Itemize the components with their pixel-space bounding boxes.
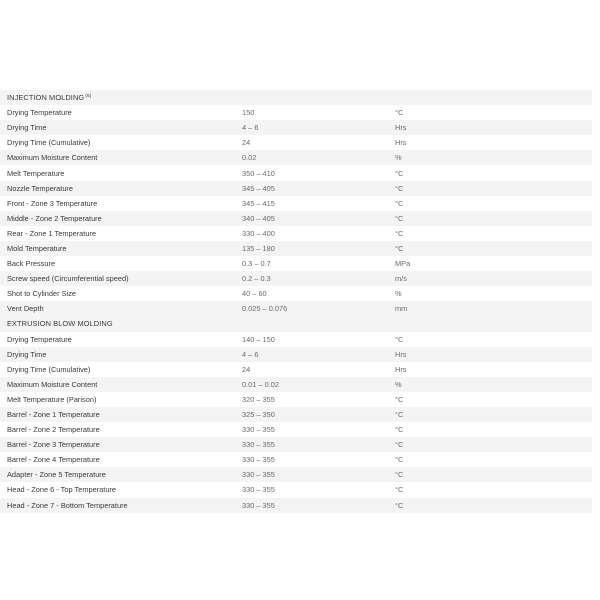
property-unit: %	[395, 153, 402, 163]
property-unit: Hrs	[395, 138, 407, 148]
property-name: Nozzle Temperature	[7, 183, 73, 193]
property-value: 345 – 405	[242, 183, 275, 193]
property-unit: °C	[395, 228, 404, 238]
table-row	[0, 467, 592, 482]
property-unit: Hrs	[395, 123, 407, 133]
table-row	[0, 332, 592, 347]
property-unit: MPa	[395, 259, 411, 269]
table-row	[0, 407, 592, 422]
property-value: 330 – 355	[242, 485, 275, 495]
property-value: 325 – 350	[242, 410, 275, 420]
property-name: Adapter - Zone 5 Temperature	[7, 470, 106, 480]
property-name: Rear - Zone 1 Temperature	[7, 228, 97, 238]
table-row	[0, 181, 592, 196]
table-row	[0, 105, 592, 120]
property-value: 330 – 355	[242, 425, 275, 435]
property-name: Melt Temperature	[7, 168, 65, 178]
table-row	[0, 120, 592, 135]
property-unit: mm	[395, 304, 408, 314]
property-value: 345 – 415	[242, 198, 275, 208]
property-name: Melt Temperature (Parison)	[7, 394, 97, 404]
property-value: 150	[242, 108, 255, 118]
property-value: 330 – 400	[242, 228, 275, 238]
table-row	[0, 377, 592, 392]
property-name: Back Pressure	[7, 259, 56, 269]
property-value: 330 – 355	[242, 470, 275, 480]
property-unit: °C	[395, 425, 404, 435]
property-value: 340 – 405	[242, 213, 275, 223]
property-name: Barrel - Zone 4 Temperature	[7, 455, 100, 465]
table-row	[0, 498, 592, 513]
property-value: 320 – 355	[242, 394, 275, 404]
property-value: 350 – 410	[242, 168, 275, 178]
property-unit: °C	[395, 108, 404, 118]
property-unit: °C	[395, 334, 404, 344]
section-title: INJECTION MOLDING	[7, 93, 85, 103]
property-name: Drying Temperature	[7, 334, 72, 344]
property-unit: °C	[395, 183, 404, 193]
property-unit: °C	[395, 243, 404, 253]
property-name: Barrel - Zone 3 Temperature	[7, 440, 100, 450]
property-unit: %	[395, 379, 402, 389]
table-row	[0, 196, 592, 211]
property-name: Drying Time (Cumulative)	[7, 138, 91, 148]
table-row	[0, 150, 592, 165]
property-name: Maximum Moisture Content	[7, 153, 98, 163]
property-value: 0.01 – 0.02	[242, 379, 279, 389]
property-unit: °C	[395, 410, 404, 420]
property-unit: °C	[395, 470, 404, 480]
property-unit: %	[395, 289, 402, 299]
property-unit: °C	[395, 198, 404, 208]
property-value: 24	[242, 364, 251, 374]
table-row	[0, 437, 592, 452]
property-unit: °C	[395, 500, 404, 510]
property-unit: Hrs	[395, 364, 407, 374]
table-row	[0, 422, 592, 437]
section-title: EXTRUSION BLOW MOLDING	[7, 319, 113, 329]
table-row	[0, 482, 592, 497]
property-value: 0.3 – 0.7	[242, 259, 271, 269]
table-row	[0, 452, 592, 467]
property-unit: °C	[395, 440, 404, 450]
property-value: 330 – 355	[242, 455, 275, 465]
property-name: Head - Zone 6 - Top Temperature	[7, 485, 117, 495]
property-name: Maximum Moisture Content	[7, 379, 98, 389]
table-row	[0, 271, 592, 286]
section-header-injection-molding	[0, 90, 592, 105]
property-value: 40 – 60	[242, 289, 267, 299]
section-header-extrusion-blow-molding	[0, 316, 592, 331]
property-name: Mold Temperature	[7, 243, 67, 253]
property-name: Barrel - Zone 2 Temperature	[7, 425, 100, 435]
property-name: Drying Time	[7, 349, 47, 359]
table-row	[0, 241, 592, 256]
table-row	[0, 362, 592, 377]
table-row	[0, 392, 592, 407]
table-row	[0, 347, 592, 362]
property-value: 330 – 355	[242, 440, 275, 450]
property-name: Barrel - Zone 1 Temperature	[7, 410, 100, 420]
property-unit: °C	[395, 394, 404, 404]
property-value: 4 – 6	[242, 123, 259, 133]
table-row	[0, 165, 592, 180]
property-name: Shot to Cylinder Size	[7, 289, 77, 299]
property-value: 0.2 – 0.3	[242, 274, 271, 284]
property-value: 330 – 355	[242, 500, 275, 510]
property-value: 4 – 6	[242, 349, 259, 359]
property-unit: Hrs	[395, 349, 407, 359]
table-row	[0, 211, 592, 226]
table-row	[0, 135, 592, 150]
property-name: Head - Zone 7 - Bottom Temperature	[7, 500, 128, 510]
property-unit: °C	[395, 485, 404, 495]
property-name: Drying Time (Cumulative)	[7, 364, 91, 374]
property-value: 135 – 180	[242, 243, 275, 253]
property-name: Drying Time	[7, 123, 47, 133]
footnote-marker: (6)	[85, 94, 92, 100]
property-value: 24	[242, 138, 251, 148]
property-name: Vent Depth	[7, 304, 44, 314]
property-value: 0.02	[242, 153, 257, 163]
processing-table	[0, 90, 592, 513]
property-name: Drying Temperature	[7, 108, 72, 118]
table-row	[0, 226, 592, 241]
property-name: Screw speed (Circumferential speed)	[7, 274, 129, 284]
property-unit: m/s	[395, 274, 407, 284]
table-row	[0, 256, 592, 271]
property-name: Middle - Zone 2 Temperature	[7, 213, 102, 223]
property-name: Front - Zone 3 Temperature	[7, 198, 98, 208]
property-value: 0.025 – 0.076	[242, 304, 288, 314]
property-unit: °C	[395, 168, 404, 178]
table-row	[0, 301, 592, 316]
property-value: 140 – 150	[242, 334, 275, 344]
property-unit: °C	[395, 213, 404, 223]
table-row	[0, 286, 592, 301]
property-unit: °C	[395, 455, 404, 465]
